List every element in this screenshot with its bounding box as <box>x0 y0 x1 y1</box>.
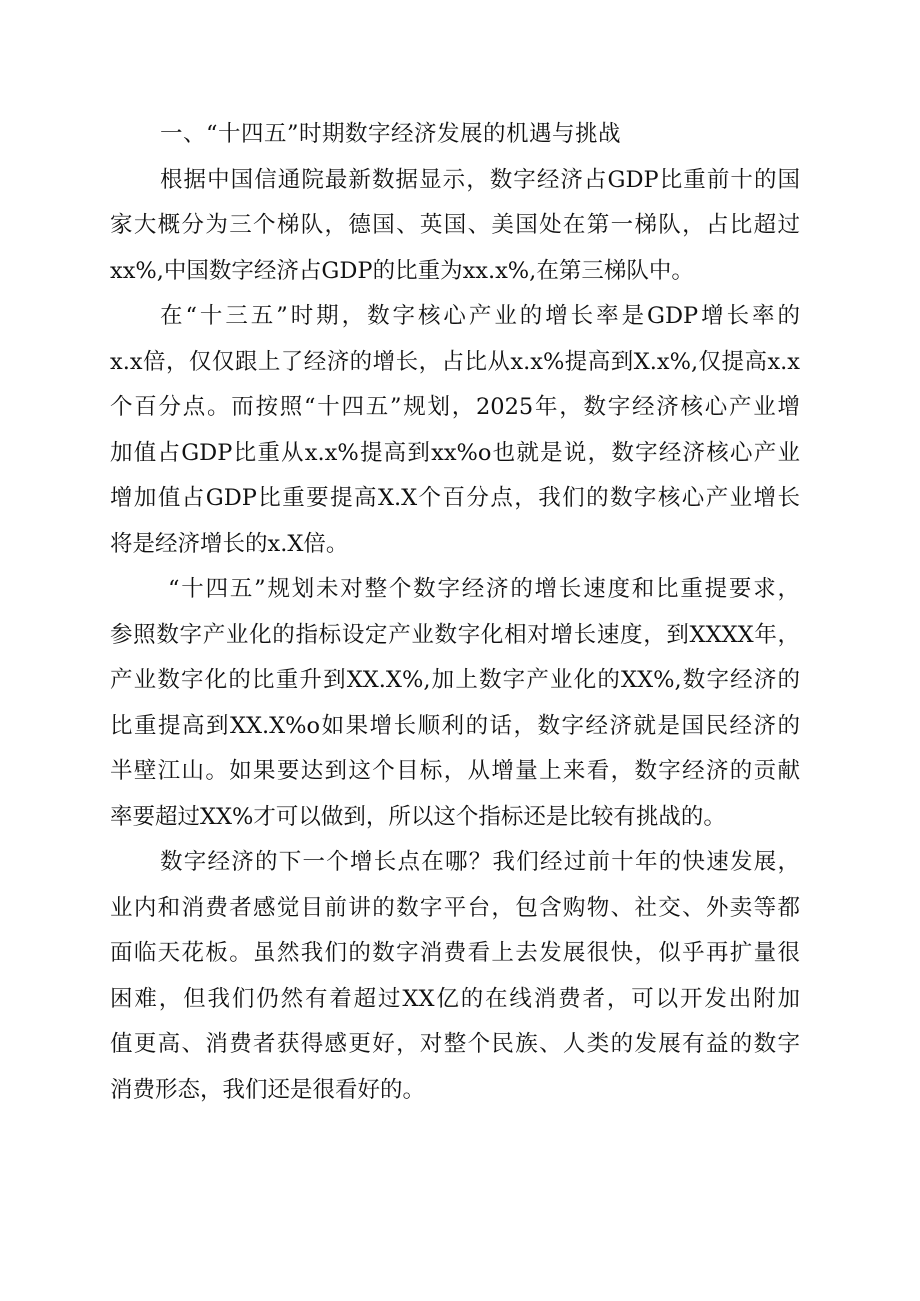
paragraph-line: 面临天花板。虽然我们的数字消费看上去发展很快，似乎再扩量很 <box>110 940 800 966</box>
paragraph-line: “十四五”规划未对整个数字经济的增长速度和比重提要求， <box>168 576 800 602</box>
paragraph-line: xx%,中国数字经济占GDP的比重为xx.x%,在第三梯队中。 <box>110 257 694 284</box>
paragraph-line: 业内和消费者感觉目前讲的数字平台，包含购物、社交、外卖等都 <box>110 894 800 921</box>
paragraph-1 <box>110 158 800 295</box>
paragraph-line: 率要超过XX%才可以做到，所以这个指标还是比较有挑战的。 <box>110 803 726 830</box>
paragraph-line: 个百分点。而按照“十四五”规划，2025年，数字经济核心产业增 <box>110 394 800 420</box>
paragraph-line: 增加值占GDP比重要提高X.X个百分点，我们的数字核心产业增长 <box>110 485 800 511</box>
paragraph-line: 将是经济增长的x.X倍。 <box>110 530 349 557</box>
paragraph-line: 加值占GDP比重从x.x%提高到xx%o也就是说，数字经济核心产业 <box>110 439 800 466</box>
section-heading: 一、“十四五”时期数字经济发展的机遇与挑战 <box>160 121 622 147</box>
document-body <box>110 112 800 1113</box>
paragraph-2 <box>110 294 800 567</box>
paragraph-line: 困难，但我们仍然有着超过XX亿的在线消费者，可以开发出附加 <box>110 985 800 1012</box>
paragraph-line: 产业数字化的比重升到XX.X%,加上数字产业化的XX%,数字经济的 <box>110 667 800 693</box>
paragraph-line: 半壁江山。如果要达到这个目标，从增量上来看，数字经济的贡献 <box>110 758 800 784</box>
paragraph-line: 数字经济的下一个增长点在哪？我们经过前十年的快速发展， <box>160 849 800 875</box>
paragraph-line: x.x倍，仅仅跟上了经济的增长，占比从x.x%提高到X.x%,仅提高x.x <box>110 348 800 375</box>
paragraph-line: 在“十三五”时期，数字核心产业的增长率是GDP增长率的 <box>160 303 800 329</box>
paragraph-line: 参照数字产业化的指标设定产业数字化相对增长速度，到XXXX年， <box>110 621 800 648</box>
paragraph-line: 比重提高到XX.X%o如果增长顺利的话，数字经济就是国民经济的 <box>110 712 800 739</box>
paragraph-line: 消费形态，我们还是很看好的。 <box>110 1076 426 1103</box>
paragraph-line: 根据中国信通院最新数据显示，数字经济占GDP比重前十的国 <box>160 166 800 193</box>
paragraph-4 <box>110 840 800 1113</box>
paragraph-line: 值更高、消费者获得感更好，对整个民族、人类的发展有益的数字 <box>110 1031 800 1057</box>
paragraph-line: 家大概分为三个梯队，德国、英国、美国处在第一梯队，占比超过 <box>110 212 800 238</box>
paragraph-3 <box>110 567 800 840</box>
